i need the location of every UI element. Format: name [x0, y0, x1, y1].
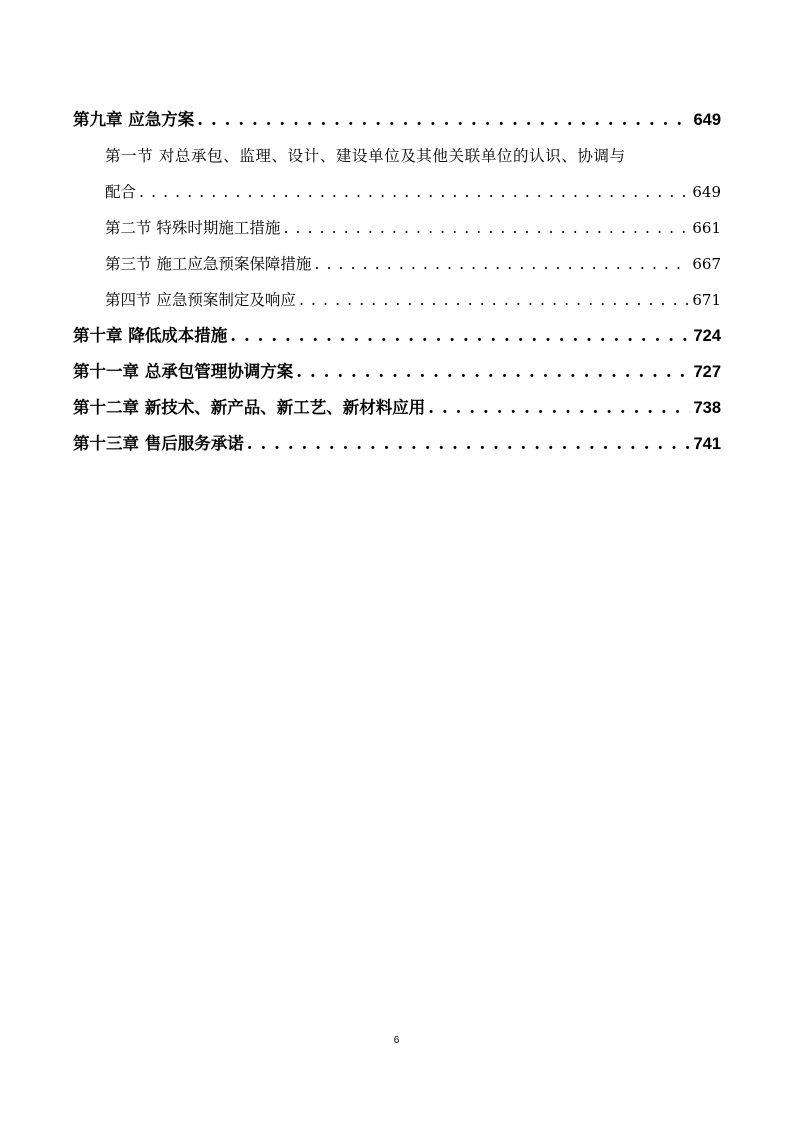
- toc-entry-chapter-11[interactable]: [73, 353, 721, 389]
- toc-entry-title: 配合: [105, 183, 137, 201]
- toc-entry-page: 671: [692, 291, 721, 309]
- toc-entry-chapter-9[interactable]: [73, 101, 721, 137]
- toc-entry-section-1[interactable]: [73, 137, 721, 173]
- toc-entry-section-1-continued[interactable]: [73, 173, 721, 209]
- toc-leader-dots: [247, 434, 691, 461]
- toc-entry-page: 667: [692, 255, 721, 273]
- toc-leader-dots: [283, 218, 689, 245]
- toc-leader-dots: [139, 182, 689, 209]
- toc-entry-chapter-12[interactable]: [73, 389, 721, 425]
- toc-entry-page: 738: [693, 399, 721, 417]
- toc-entry-title: 第十一章 总承包管理协调方案: [73, 362, 294, 381]
- toc-entry-page: 724: [693, 327, 721, 345]
- toc-entry-page: 661: [692, 219, 721, 237]
- toc-entry-chapter-10[interactable]: [73, 317, 721, 353]
- toc-entry-title: 第十二章 新技术、新产品、新工艺、新材料应用: [73, 398, 426, 417]
- toc-leader-dots: [230, 326, 690, 353]
- toc-leader-dots: [197, 110, 690, 137]
- toc-leader-dots: [428, 398, 690, 425]
- toc-entry-page: 727: [693, 363, 721, 381]
- toc-entry-title: 第四节 应急预案制定及响应: [105, 291, 296, 309]
- toc-leader-dots: [296, 362, 690, 389]
- toc-entry-page: 649: [693, 111, 721, 129]
- table-of-contents: [73, 101, 721, 461]
- toc-entry-title: 第三节 施工应急预案保障措施: [105, 255, 312, 273]
- toc-entry-page: 649: [692, 183, 721, 201]
- toc-entry-section-4[interactable]: [73, 281, 721, 317]
- toc-entry-chapter-13[interactable]: [73, 425, 721, 461]
- toc-entry-section-3[interactable]: [73, 245, 721, 281]
- toc-entry-section-2[interactable]: [73, 209, 721, 245]
- toc-leader-dots: [314, 254, 689, 281]
- toc-entry-title: 第一节 对总承包、监理、设计、建设单位及其他关联单位的认识、协调与: [105, 147, 626, 165]
- toc-entry-page: 741: [693, 435, 721, 453]
- toc-entry-title: 第九章 应急方案: [73, 110, 195, 129]
- page-number: 6: [393, 1035, 400, 1046]
- toc-entry-title: 第十章 降低成本措施: [73, 326, 228, 345]
- toc-entry-title: 第二节 特殊时期施工措施: [105, 219, 281, 237]
- toc-leader-dots: [299, 290, 689, 317]
- toc-entry-title: 第十三章 售后服务承诺: [73, 434, 244, 453]
